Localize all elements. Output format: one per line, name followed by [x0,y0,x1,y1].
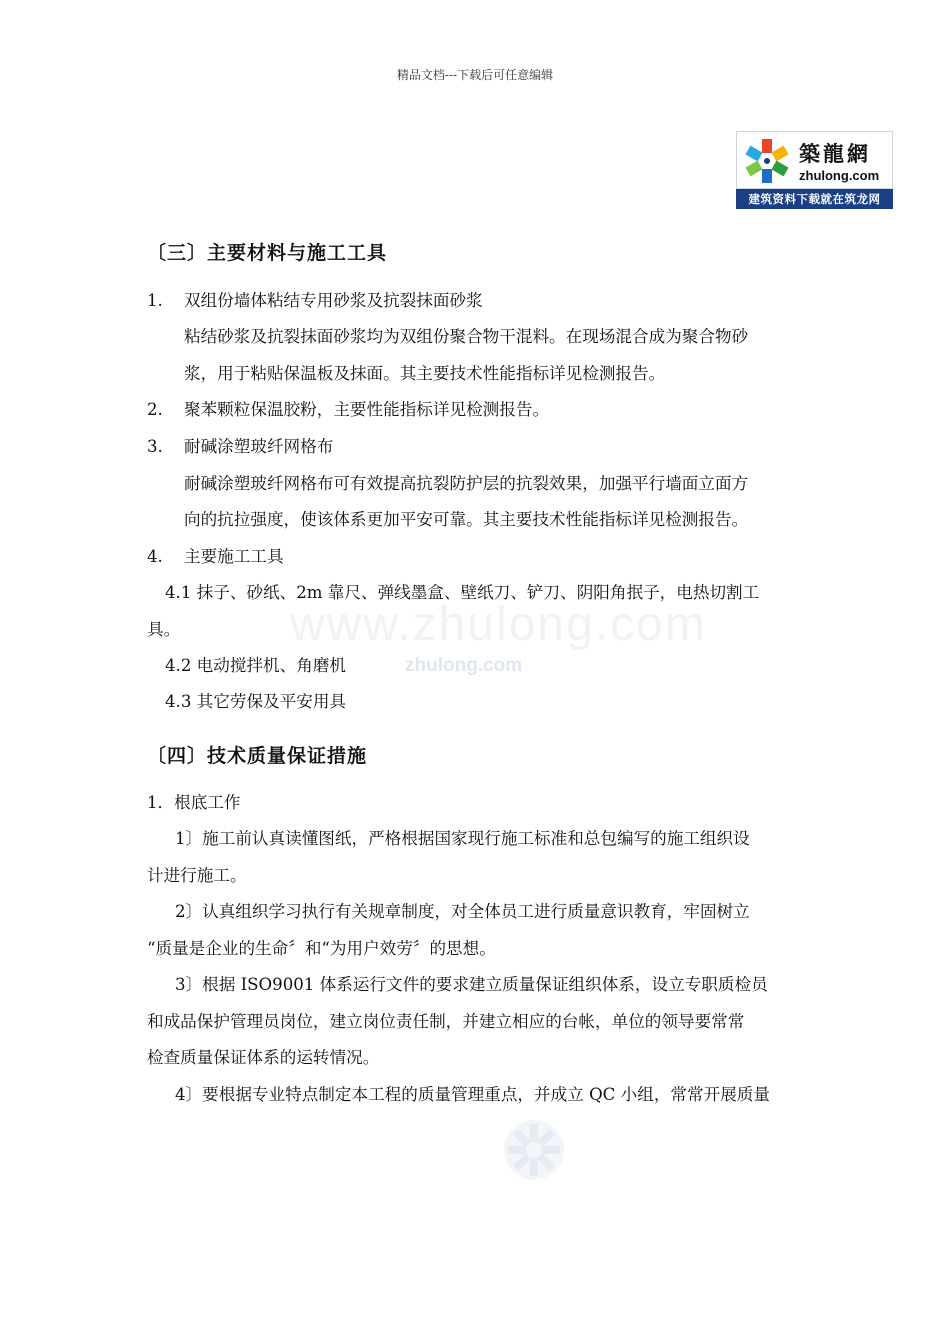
section3-title: 〔三〕主要材料与施工工具 [147,242,388,264]
logo-domain: zhulong.com [799,168,880,183]
section4-item1: 1．根底工作 [147,793,241,812]
paragraph-line: 浆，用于粘贴保温板及抹面。其主要技术性能指标详见检测报告。 [184,364,666,383]
paragraph-line: “质量是企业的生命〞和“为用户效劳〞的思想。 [147,939,496,958]
paragraph-line: 粘结砂浆及抗裂抹面砂浆均为双组份聚合物干混料。在现场混合成为聚合物砂 [184,327,749,346]
paragraph-line: 3〕根据 ISO9001 体系运行文件的要求建立质量保证组织体系，设立专职质检员 [175,975,768,994]
subitem-4-3: 4.3 其它劳保及平安用具 [165,692,347,711]
watermark-small: zhulong.com [405,655,523,676]
paragraph-line: 2〕认真组织学习执行有关规章制度，对全体员工进行质量意识教育，牢固树立 [175,902,750,921]
paragraph-line: 耐碱涂塑玻纤网格布可有效提高抗裂防护层的抗裂效果，加强平行墙面立面方 [184,474,749,493]
item-text: 主要施工工具 [184,547,284,566]
logo-top [736,131,893,189]
item-number: 4. [147,547,163,566]
item-text: 双组份墙体粘结专用砂浆及抗裂抹面砂浆 [184,291,483,310]
item-number: 1. [147,291,163,310]
header-note: 精品文档---下载后可任意编辑 [396,68,554,82]
zhulong-logo [736,131,893,209]
section4-title: 〔四〕技术质量保证措施 [147,745,368,767]
paragraph-line: 检查质量保证体系的运转情况。 [147,1048,380,1067]
subitem-4-1: 4.1 抹子、砂纸、2m 靠尺、弹线墨盒、壁纸刀、铲刀、阴阳角抿子，电热切割工 [165,583,760,602]
paragraph-line: 向的抗拉强度，使该体系更加平安可靠。其主要技术性能指标详见检测报告。 [184,510,749,529]
watermark-emblem-icon [502,1118,566,1182]
paragraph-line: 1〕施工前认真读懂图纸，严格根据国家现行施工标准和总包编写的施工组织设 [175,829,750,848]
snowflake-emblem-icon [741,136,793,186]
subitem-4-2: 4.2 电动搅拌机、角磨机 [165,656,347,675]
paragraph-line: 和成品保护管理员岗位，建立岗位责任制，并建立相应的台帐，单位的领导要常常 [147,1012,745,1031]
paragraph-line: 计进行施工。 [147,866,247,885]
subitem-4-1-cont: 具。 [147,620,181,639]
item-text: 耐碱涂塑玻纤网格布 [184,437,334,456]
item-number: 3. [147,437,163,456]
watermark-large: www.zhulong.com [290,598,707,651]
item-number: 2. [147,400,163,419]
paragraph-line: 4〕要根据专业特点制定本工程的质量管理重点，并成立 QC 小组，常常开展质量 [175,1085,770,1104]
logo-chinese-name: 築龍網 [799,141,871,166]
logo-tagline: 建筑资料下载就在筑龙网 [736,189,893,209]
item-text: 聚苯颗粒保温胶粉，主要性能指标详见检测报告。 [184,400,550,419]
